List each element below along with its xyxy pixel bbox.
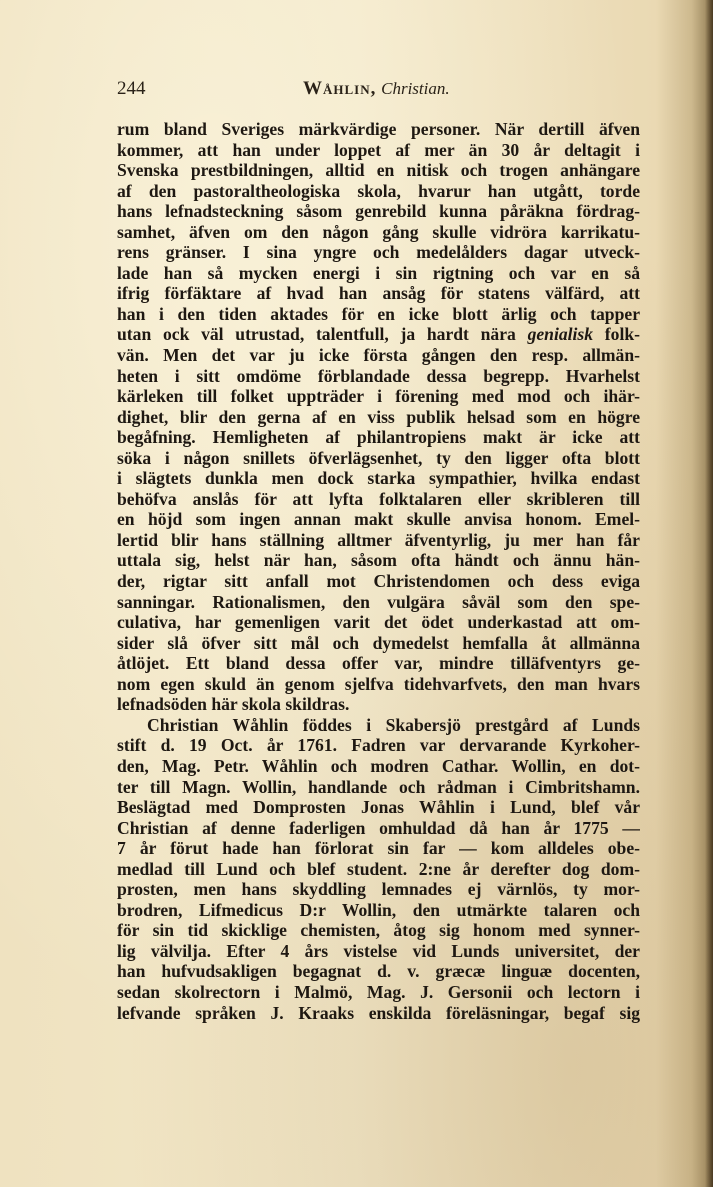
text-line-segment: utan ock väl utrustad, talentfull, ja hardt nära (117, 324, 528, 345)
text-line: i slägtets dunkla men dock starka sympathier, hvilka endast (117, 468, 640, 489)
text-line (117, 324, 640, 345)
text-line: der, rigtar sitt anfall mot Christendomen och dess eviga (117, 571, 640, 592)
text-line: nom egen skuld än genom sjelfva tidehvarfvets, den man hvars (117, 673, 640, 694)
text-line: kärleken till folket uppträder i förening med mod och ihär- (117, 386, 640, 407)
text-line: lig välvilja. Efter 4 års vistelse vid Lunds universitet, der (117, 940, 640, 961)
text-line: prosten, men hans skyddling lemnades ej värnlös, ty mor- (117, 879, 640, 900)
text-line: hans lefnadsteckning såsom genrebild kunna påräkna fördrag- (117, 201, 640, 222)
text-line-segment: folk- (593, 324, 640, 345)
text-line: 7 år förut hade han förlorat sin far — kom alldeles obe- (117, 838, 640, 859)
text-line: Christian Wåhlin föddes i Skabersjö prestgård af Lunds (147, 714, 640, 735)
text-line: han i den tiden aktades för en icke blott ärlig och tapper (117, 303, 640, 324)
text-line: sider slå öfver sitt mål och dymedelst hemfalla åt allmänna (117, 632, 640, 653)
text-line: dighet, blir den gerna af en viss publik helsad som en högre (117, 406, 640, 427)
text-line: en höjd som ingen annan makt skulle anvisa honom. Emel- (117, 509, 640, 530)
text-line: åtlöjet. Ett bland dessa offer var, mindre tilläfventyrs ge- (117, 653, 640, 674)
text-line: Svenska prestbildningen, alltid en nitisk och trogen anhängare (117, 160, 640, 181)
page-number: 244 (117, 78, 146, 99)
text-line: behöfva anslås för att lyfta folktalaren eller skribleren till (117, 488, 640, 509)
running-title (303, 78, 450, 100)
text-line: lefvande språken J. Kraaks enskilda föreläsningar, begaf sig (117, 1002, 640, 1023)
text-line: vän. Men det var ju icke första gången den resp. allmän- (117, 345, 640, 366)
text-line: culativa, har gemenligen varit det ödet underkastad att om- (117, 612, 640, 633)
text-line: rum bland Sveriges märkvärdige personer. När dertill äfven (117, 119, 640, 139)
body-text (117, 119, 640, 1023)
text-line: söka i någon snillets öfverlägsenhet, ty den ligger ofta blott (117, 447, 640, 468)
text-line: brodren, Lifmedicus D:r Wollin, den utmärkte talaren och (117, 899, 640, 920)
text-line: rens gränser. I sina yngre och medelålders dagar utveck- (117, 242, 640, 263)
text-line: han hufvudsakligen begagnat d. v. græcæ linguæ docenten, (117, 961, 640, 982)
text-line: lertid blir hans ställning alltmer äfventyrlig, ju mer han får (117, 529, 640, 550)
text-line: begåfning. Hemligheten af philantropiens makt är icke att (117, 427, 640, 448)
text-line: af den pastoraltheologiska skola, hvarur han utgått, torde (117, 180, 640, 201)
text-line: ter till Magn. Wollin, handlande och rådman i Cimbritshamn. (117, 776, 640, 797)
text-line: ifrig förfäktare af hvad han ansåg för statens välfärd, att (117, 283, 640, 304)
text-line: för sin tid skicklige chemisten, åtog sig honom med synner- (117, 920, 640, 941)
text-line: medlad till Lund och blef student. 2:ne år derefter dog dom- (117, 858, 640, 879)
text-line: sanningar. Rationalismen, den vulgära såväl som den spe- (117, 591, 640, 612)
text-line: stift d. 19 Oct. år 1761. Fadren var dervarande Kyrkoher- (117, 735, 640, 756)
text-line: Beslägtad med Domprosten Jonas Wåhlin i Lund, blef vår (117, 797, 640, 818)
running-title-surname: Wåhlin, (303, 78, 377, 99)
text-line: Christian af denne faderligen omhuldad då han år 1775 — (117, 817, 640, 838)
text-line: lade han så mycken energi i sin rigtning och var en så (117, 262, 640, 283)
text-line: den, Mag. Petr. Wåhlin och modren Cathar. Wollin, en dot- (117, 755, 640, 776)
text-line: sedan skolrectorn i Malmö, Mag. J. Gersonii och lectorn i (117, 981, 640, 1002)
running-title-given-name: Christian. (381, 79, 450, 98)
page-edge-shadow (705, 0, 713, 1187)
page-header (117, 78, 639, 102)
text-line: lefnadsöden här skola skildras. (117, 694, 350, 715)
text-line: samhet, äfven om den någon gång skulle vidröra karrikatu- (117, 221, 640, 242)
text-line: kommer, att han under loppet af mer än 30 år deltagit i (117, 139, 640, 160)
text-line: uttala sig, helst när han, såsom ofta händt och ännu hän- (117, 550, 640, 571)
text-line: heten i sitt omdöme förblandade dessa begrepp. Hvarhelst (117, 365, 640, 386)
emphasized-word: genialisk (527, 324, 594, 345)
